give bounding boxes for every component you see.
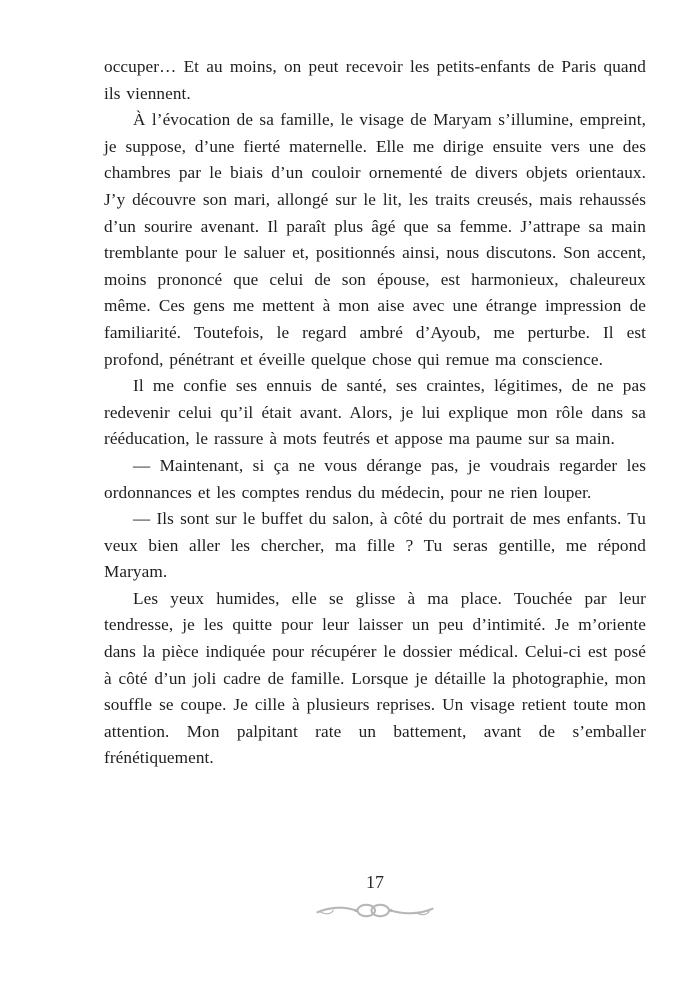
paragraph-continuation: occuper… Et au moins, on peut recevoir les petits-enfants de Paris quand ils viennent.	[104, 57, 646, 103]
text-block	[104, 54, 646, 772]
paragraph-dialogue: — Maintenant, si ça ne vous dérange pas, je voudrais regarder les ordonnances et les comptes rendus du médecin, pour ne rien louper.	[104, 455, 646, 502]
page-number: 17	[366, 872, 384, 892]
paragraph-dialogue: — Ils sont sur le buffet du salon, à côté du portrait de mes enfants. Tu veux bien aller les chercher, ma fille ? Tu seras gentille, me répond Maryam.	[104, 509, 646, 582]
paragraph: Il me confie ses ennuis de santé, ses craintes, légitimes, de ne pas redevenir celui qu’il était avant. Alors, je lui explique mon rôle dans sa rééducation, le rassure à mots feutrés et appose ma paume sur sa main.	[104, 376, 646, 449]
page-footer	[104, 872, 646, 923]
flourish-divider-icon	[314, 899, 436, 923]
paragraph: Les yeux humides, elle se glisse à ma place. Touchée par leur tendresse, je les quitte pour leur laisser un peu d’intimité. Je m’oriente dans la pièce indiquée pour récupérer le dossier médical. Celui-ci est posé à côté d’un joli cadre de famille. Lorsque je détaille la photographie, mon souffle se coupe. Je cille à plusieurs reprises. Un visage retient toute mon attention. Mon palpitant rate un battement, avant de s’emballer frénétiquement.	[104, 588, 646, 768]
paragraph: À l’évocation de sa famille, le visage de Maryam s’illumine, empreint, je suppose, d’une fierté maternelle. Elle me dirige ensuite vers une des chambres par le biais d’un couloir ornementé de divers objets orientaux. J’y découvre son mari, allongé sur le lit, les traits creusés, mais rehaussés d’un sourire avenant. Il paraît plus âgé que sa femme. J’attrape sa main tremblante pour le saluer et, positionnés ainsi, nous discutons. Son accent, moins prononcé que celui de son épouse, est harmonieux, chaleureux même. Ces gens me mettent à mon aise avec une étrange impression de familiarité. Toutefois, le regard ambré d’Ayoub, me perturbe. Il est profond, pénétrant et éveille quelque chose qui remue ma conscience.	[104, 110, 646, 369]
